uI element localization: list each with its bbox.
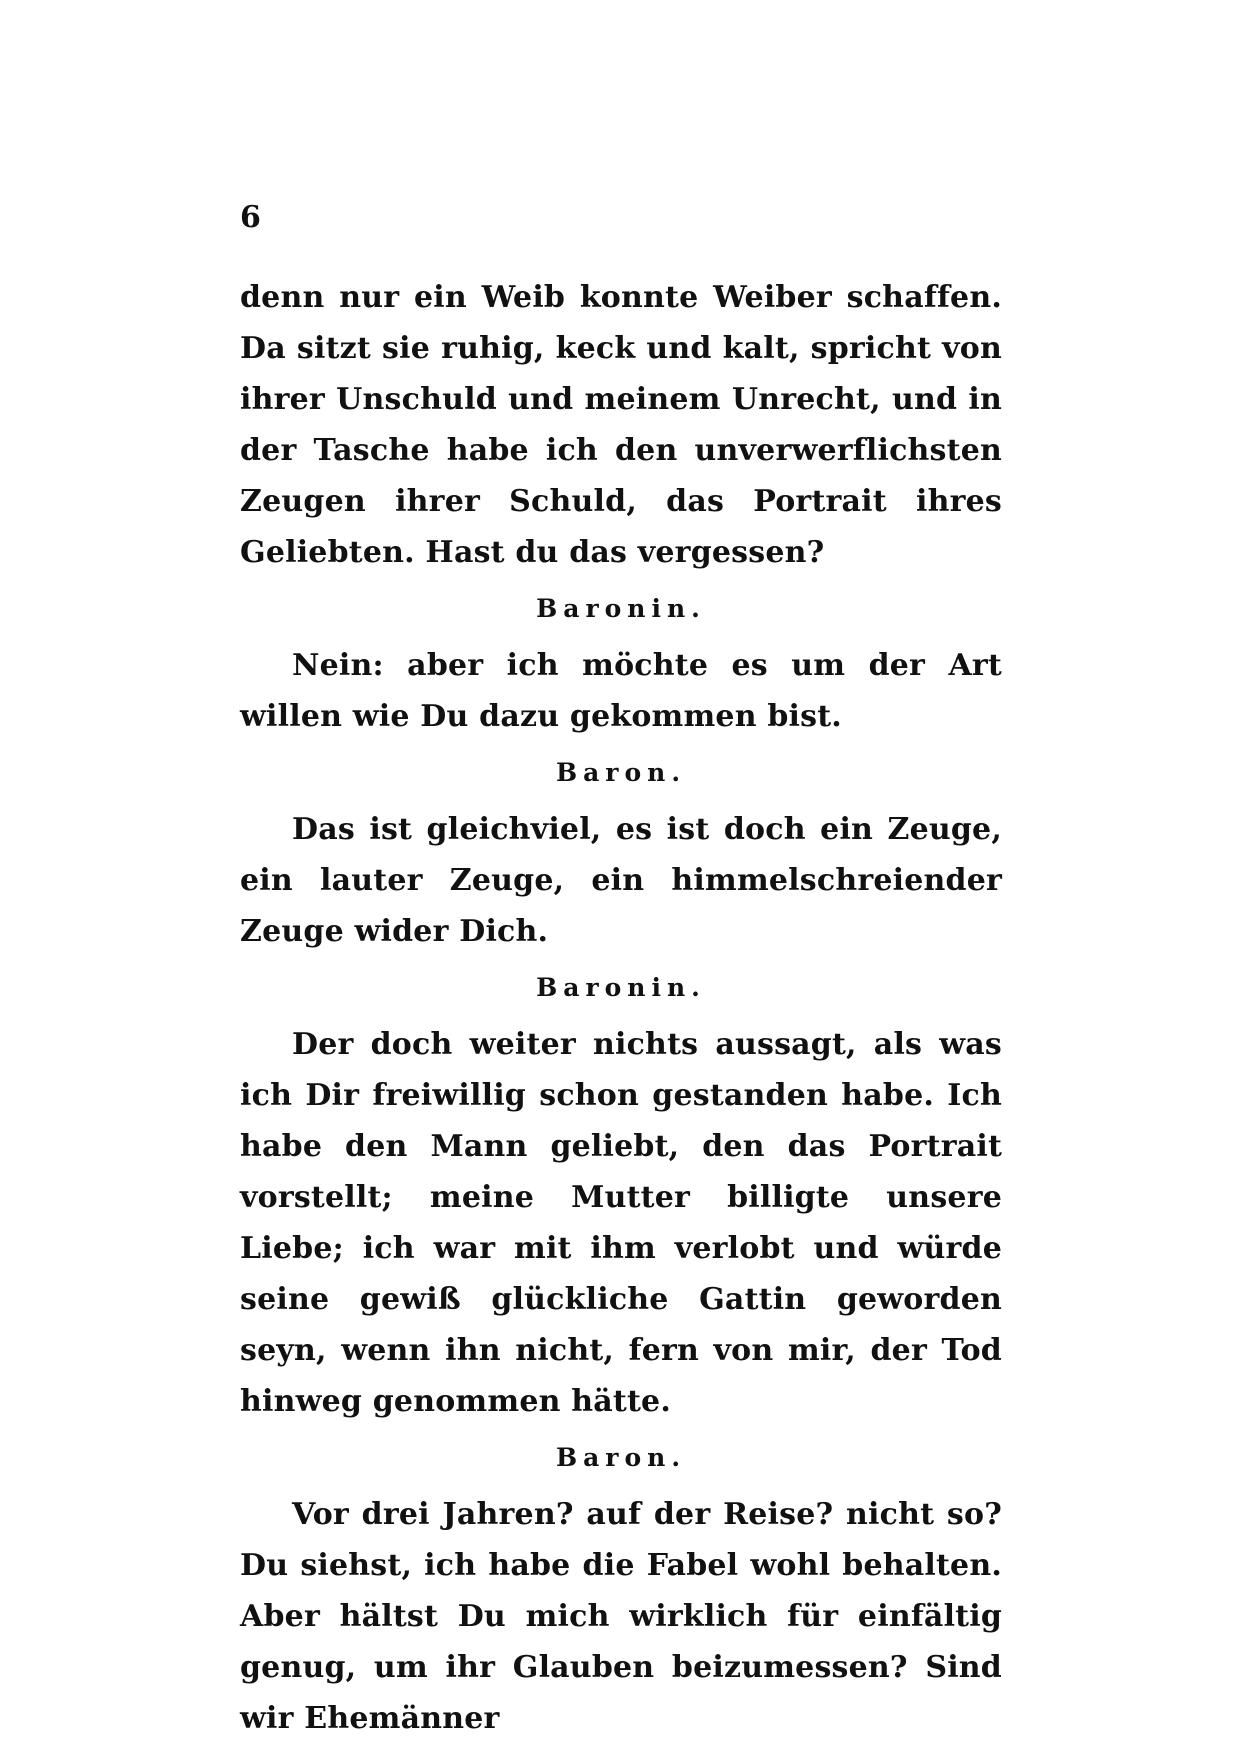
speaker-label-baronin: Baronin.: [536, 594, 706, 623]
speaker-label-baron: Baron.: [555, 758, 687, 787]
text-block: [240, 272, 1002, 1744]
speaker-label-baron: Baron.: [555, 1443, 687, 1472]
paragraph-baron: Das ist gleichviel, es ist doch ein Zeuge, ein lauter Zeuge, ein himmelschreiender Zeuge wider Dich.: [240, 812, 1002, 949]
paragraph-baronin: Nein: aber ich möchte es um der Art willen wie Du dazu gekommen bist.: [240, 648, 1002, 734]
paragraph-baron: Vor drei Jahren? auf der Reise? nicht so? Du siehst, ich habe die Fabel wohl behalten. Aber hältst Du mich wirklich für einfältig genug, um ihr Glauben beizumessen? Sind wir Ehemänner: [240, 1497, 1002, 1736]
paragraph-continuation: denn nur ein Weib konnte Weiber schaffen. Da sitzt sie ruhig, keck und kalt, spricht von ihrer Unschuld und meinem Unrecht, und in der Tasche habe ich den unverwerflichsten Zeugen ihrer Schuld, das Portrait ihres Geliebten. Hast du das vergessen?: [240, 280, 1002, 570]
paragraph-baronin: Der doch weiter nichts aussagt, als was ich Dir freiwillig schon gestanden habe. Ich habe den Mann geliebt, den das Portrait vorstellt; meine Mutter billigte unsere Liebe; ich war mit ihm verlobt und würde seine gewiß glückliche Gattin geworden seyn, wenn ihn nicht, fern von mir, der Tod hinweg genommen hätte.: [240, 1027, 1002, 1419]
speaker-label-baronin: Baronin.: [536, 973, 706, 1002]
page-number: 6: [240, 200, 261, 235]
